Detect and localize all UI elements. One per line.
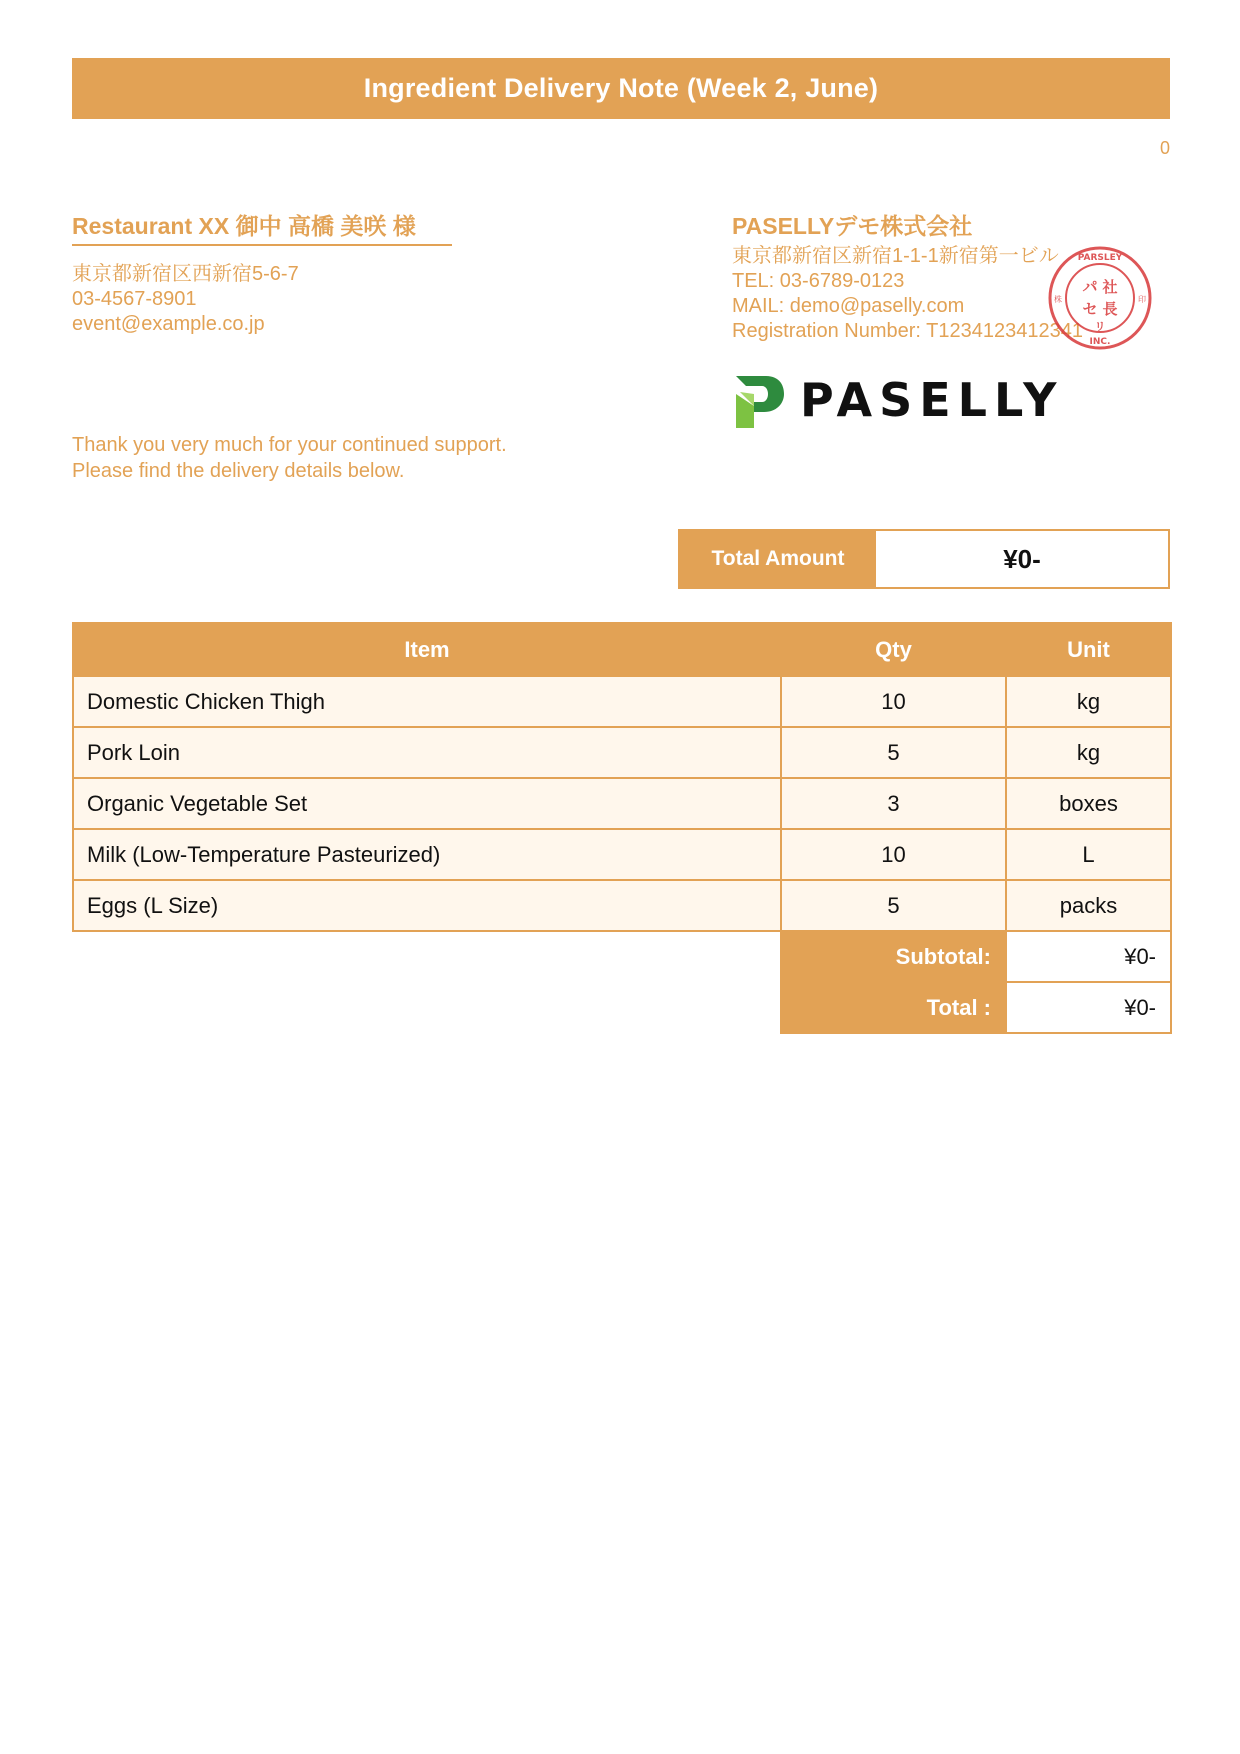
greeting-text bbox=[72, 432, 507, 484]
total-amount-box bbox=[678, 529, 1170, 589]
recipient-info bbox=[72, 262, 452, 337]
qty-cell: 5 bbox=[781, 880, 1006, 931]
column-header-unit: Unit bbox=[1006, 623, 1171, 676]
greeting-line-2: Please find the delivery details below. bbox=[72, 460, 405, 482]
column-header-qty: Qty bbox=[781, 623, 1006, 676]
company-seal-icon bbox=[1046, 244, 1154, 352]
recipient-block bbox=[72, 212, 452, 337]
subtotal-value: ¥0- bbox=[1006, 931, 1171, 982]
sender-registration: Registration Number: T1234123412341 bbox=[732, 320, 1083, 342]
recipient-email: event@example.co.jp bbox=[72, 313, 265, 335]
paselly-leaf-logo-icon bbox=[732, 372, 786, 428]
qty-cell: 10 bbox=[781, 829, 1006, 880]
svg-text:パ: パ bbox=[1082, 278, 1098, 296]
sender-mail: MAIL: demo@paselly.com bbox=[732, 295, 965, 317]
qty-cell: 3 bbox=[781, 778, 1006, 829]
unit-cell: packs bbox=[1006, 880, 1171, 931]
total-value: ¥0- bbox=[1006, 982, 1171, 1033]
svg-text:長: 長 bbox=[1102, 300, 1118, 318]
item-name-cell: Domestic Chicken Thigh bbox=[73, 676, 781, 727]
svg-text:INC.: INC. bbox=[1089, 337, 1111, 347]
unit-cell: kg bbox=[1006, 727, 1171, 778]
svg-text:リ: リ bbox=[1094, 320, 1106, 333]
svg-text:PARSLEY: PARSLEY bbox=[1077, 253, 1123, 263]
table-row bbox=[73, 880, 1171, 931]
recipient-tel: 03-4567-8901 bbox=[72, 288, 197, 310]
qty-cell: 10 bbox=[781, 676, 1006, 727]
total-amount-label: Total Amount bbox=[680, 531, 876, 587]
total-row bbox=[73, 982, 1171, 1033]
svg-text:セ: セ bbox=[1082, 300, 1098, 318]
recipient-name: Restaurant XX 御中 高橋 美咲 様 bbox=[72, 212, 452, 246]
page-number: 0 bbox=[1159, 138, 1170, 158]
column-header-item: Item bbox=[73, 623, 781, 676]
subtotal-label: Subtotal: bbox=[781, 931, 1006, 982]
subtotal-row bbox=[73, 931, 1171, 982]
table-row bbox=[73, 727, 1171, 778]
sender-name: PASELLYデモ株式会社 bbox=[732, 213, 973, 239]
table-header-row bbox=[73, 623, 1171, 676]
unit-cell: L bbox=[1006, 829, 1171, 880]
document-title: Ingredient Delivery Note (Week 2, June) bbox=[72, 58, 1170, 119]
empty-cell bbox=[73, 982, 781, 1033]
qty-cell: 5 bbox=[781, 727, 1006, 778]
svg-text:印: 印 bbox=[1138, 295, 1146, 304]
logo-wordmark: PASELLY bbox=[800, 373, 1064, 427]
item-name-cell: Organic Vegetable Set bbox=[73, 778, 781, 829]
table-row bbox=[73, 676, 1171, 727]
table-row bbox=[73, 829, 1171, 880]
table-row bbox=[73, 778, 1171, 829]
sender-tel: TEL: 03-6789-0123 bbox=[732, 270, 905, 292]
unit-cell: kg bbox=[1006, 676, 1171, 727]
item-name-cell: Milk (Low-Temperature Pasteurized) bbox=[73, 829, 781, 880]
unit-cell: boxes bbox=[1006, 778, 1171, 829]
greeting-line-1: Thank you very much for your continued support. bbox=[72, 434, 507, 456]
items-table bbox=[72, 622, 1172, 1034]
recipient-address: 東京都新宿区西新宿5-6-7 bbox=[72, 263, 299, 285]
svg-text:社: 社 bbox=[1102, 278, 1118, 296]
item-name-cell: Pork Loin bbox=[73, 727, 781, 778]
svg-text:株: 株 bbox=[1054, 295, 1062, 304]
total-label: Total : bbox=[781, 982, 1006, 1033]
empty-cell bbox=[73, 931, 781, 982]
sender-address: 東京都新宿区新宿1-1-1新宿第一ビル bbox=[732, 245, 1059, 267]
company-logo bbox=[732, 370, 1072, 430]
item-name-cell: Eggs (L Size) bbox=[73, 880, 781, 931]
total-amount-value: ¥0- bbox=[1003, 543, 1041, 574]
